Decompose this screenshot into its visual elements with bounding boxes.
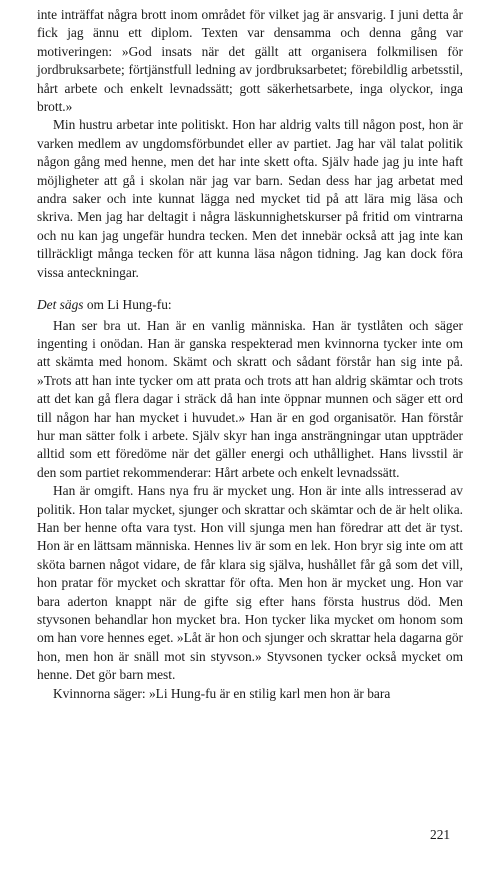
- page-number: 221: [430, 827, 451, 842]
- paragraph-remarried: Han är omgift. Hans nya fru är mycket ung. Hon är inte alls intresserad av politik. Hon talar mycket, sjunger och skrattar och skämtar och de är helt olika. Han ber henne ofta vara tyst. Hon vill sjunga men han föredrar att det är tyst. Hon är en lättsam människa. Hennes liv är som en lek. Hon bryr sig inte om att sköta barnen något vidare, de får klara sig själva, hushållet får gå som det vill, hon pratar för mycket och skrattar för ofta. Men hon är mycket ung. Hon var bara aderton knappt när de gifte sig efter hans första hustrus död. Men styvsonen behandlar hon mycket bra. Hon tycker lika mycket om honom som om han vore hennes eget. »Låt är hon och sjunger och skrattar hela dagarna gör hon, men hon är snäll mot sin styvson.» Styvsonen tycker också mycket om henne. Det gör barn mest.: [37, 483, 463, 683]
- section-heading-rest: om Li Hung-fu:: [83, 297, 172, 313]
- book-page: [37, 6, 463, 703]
- paragraph-appearance: Han ser bra ut. Han är en vanlig människa. Han är tystlåten och säger ingenting i onödan. Han är ganska respekterad men kvinnorna tycker inte om att skämta med honom. Skämt och skratt och sådant förstår han sig inte på. »Trots att han inte tycker om att prata och trots att han aldrig skämtar och trots att det kan gå flera dagar i sträck då han inte öppnar munnen och säger ett ord till någon har han mycket i huvudet.» Han är en god organisatör. Han förstår hur man sätter folk i arbete. Själv skyr han inga ansträngningar utan uppträder alltid som ett föredöme när det gäller energi och uthållighet. Hans livsstil är den som partiet rekommenderar: Hårt arbete och enkelt levnadssätt.: [37, 317, 463, 480]
- paragraph-wife-politics: Min hustru arbetar inte politiskt. Hon har aldrig valts till någon post, hon är varken medlem av ungdomsförbundet eller av partiet. Jag har väl talat politik någon gång med henne, men det har inte skett ofta. Själv hade jag ju inte haft möjligheter att gå i skolan när jag var barn. Sedan dess har jag arbetat med andra saker och inte kunnat lägga ned mycket tid på att lära mig läsa och skriva. Men jag har deltagit i några läskunnighetskurser på fritid om vintrarna och nu kan jag ungefär hundra tecken. Men det innebär också att jag inte kan tillräckligt många tecken för att kunna läsa någon tidning. Jag kan dock föra vissa anteckningar.: [37, 117, 463, 280]
- paragraph-women-say: Kvinnorna säger: »Li Hung-fu är en stilig karl men hon är bara: [53, 685, 391, 701]
- section-heading-italic: Det sägs: [37, 297, 84, 313]
- section-heading: [37, 296, 463, 314]
- paragraph-diploma-continued: inte inträffat några brott inom området för vilket jag är ansvarig. I juni detta år fick jag ännu ett diplom. Texten var densamma och denna gång var motiveringen: »God insats när det gällt att organisera folkmilisen för jordbruksarbete; förtjänstfull ledning av jordbruksarbetet; förebildlig arbetsstil, hårt arbete och enkelt levnadssätt; gott säkerhetsarbete, inga olyckor, inga brott.»: [37, 7, 463, 115]
